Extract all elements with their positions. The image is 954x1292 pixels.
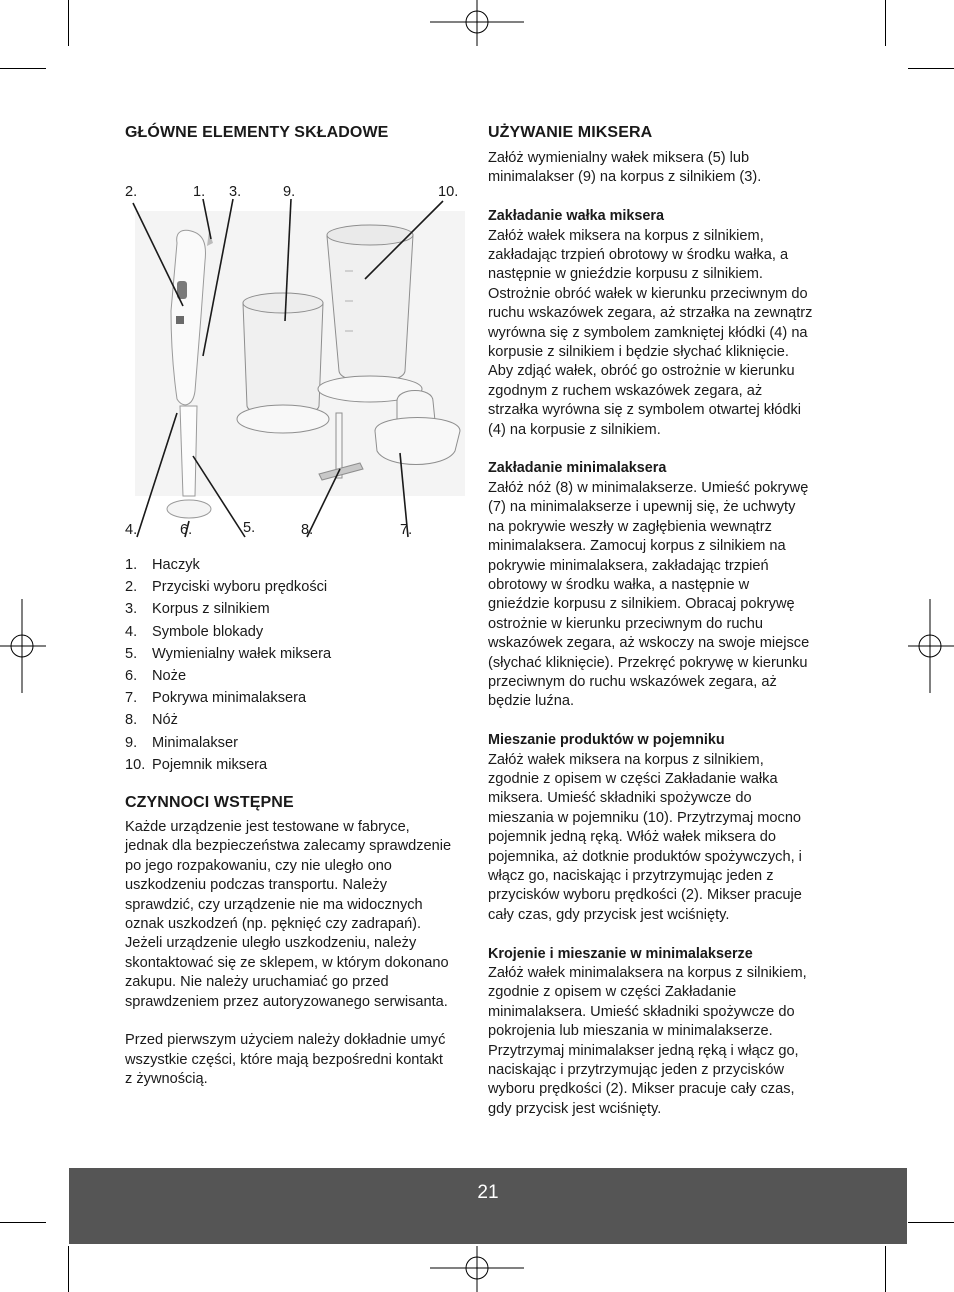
paragraph: Załóż wałek miksera na korpus z silnikiem, zgodnie z opisem w części Zakładanie wałka miksera. Umieść składniki spożywcze do mieszania w pojemniku (10). Przytrzymaj mocno pojemnik jedną ręką. Włóż wałek miksera do pojemnika, aż dotknie produktów spożywczych, i włącz go, naciskając i przytrzymując jeden z przycisków wyboru prędkości (2). Mikser pracuje cały czas, gdy przycisk jest wciśnięty. [488, 751, 802, 923]
figure-label: 8. [301, 522, 314, 538]
figure-label: 1. [193, 184, 206, 200]
parts-list [125, 554, 470, 776]
figure-label: 7. [400, 522, 413, 538]
list-item: 2. Przyciski wyboru prędkości [125, 579, 328, 596]
crop-mark [885, 1246, 886, 1292]
preliminary-paragraph: Każde urządzenie jest testowane w fabryce, jednak dla bezpieczeństwa zalecamy sprawdzenie po jego rozpakowaniu, czy nie uległo ono uszkodzeniu podczas transportu. Należy sprawdzić, czy urządzenie nie ma widocznych oznak uszkodzeń (np. pęknięć czy zadrapań). Jeżeli urządzenie uległo uszkodzeniu, należy skontaktować się ze sklepem, w którym dokonano zakupu. Nie należy uruchamiać go przed sprawdzeniem przez autoryzowanego serwisanta. [125, 818, 452, 1010]
left-column [125, 123, 470, 1090]
right-column [488, 123, 833, 1119]
registration-mark-left [0, 599, 46, 693]
figure-label: 10. [438, 184, 459, 200]
paragraph: Załóż nóż (8) w minimalakserze. Umieść pokrywę (7) na minimalakserze i upewnij się, że uchwyty na pokrywie weszły w zagłębienia wewnątrz minimalaksera. Zamocuj korpus z silnikiem na pokrywie minimalaksera, zakładając trzpień obrotowy w środku wałka, a następnie w gnieździe korpusu z silnikiem. Obracaj pokrywę ostrożnie w kierunku przeciwnym do ruchu wskazówek zegara, aż wskoczy na swoje miejsce (słychać kliknięcie). Przekręć pokrywę w kierunku przeciwnym do ruchu wskazówek zegara, aż będzie luźna. [488, 479, 810, 710]
preliminary-paragraph-2: Przed pierwszym użyciem należy dokładnie umyć wszystkie części, które mają bezpośredni kontakt z żywnością. [125, 1032, 446, 1088]
page-number: 21 [477, 1182, 499, 1203]
subsection-title: Zakładanie minimalaksera [488, 460, 667, 477]
figure-label: 9. [283, 184, 296, 200]
list-item: 5. Wymienialny wałek miksera [125, 645, 332, 662]
section-title-using-blender: UŻYWANIE MIKSERA [488, 124, 653, 141]
paragraph: Załóż wałek minimalaksera na korpus z silnikiem, zgodnie z opisem w części Zakładanie minimalaksera. Umieść składniki spożywcze do pokrojenia lub mieszania w minimalakserze. Przytrzymaj minimalakser jedną ręką i włącz go, naciskając i przytrzymując jeden z przycisków wyboru prędkości (2). Mikser pracuje cały czas, gdy przycisk jest wciśnięty. [488, 965, 807, 1117]
list-item: 8. Nóż [125, 712, 178, 729]
crop-mark [0, 1222, 46, 1223]
figure-label: 3. [229, 184, 242, 200]
footer-band [69, 1168, 907, 1244]
section-title-preliminary: CZYNNOCI WSTĘPNE [125, 793, 294, 811]
crop-mark [0, 68, 46, 69]
section-title-main-components: GŁÓWNE ELEMENTY SKŁADOWE [125, 124, 389, 141]
list-item: 3. Korpus z silnikiem [125, 601, 270, 618]
crop-mark [68, 0, 69, 46]
subsection-title: Krojenie i mieszanie w minimalakserze [488, 945, 753, 962]
subsection-title: Zakładanie wałka miksera [488, 208, 664, 225]
figure-label: 6. [180, 522, 193, 538]
registration-mark-top [430, 0, 524, 46]
list-item: 10. Pojemnik miksera [125, 756, 268, 773]
figure-label: 4. [125, 522, 138, 538]
list-item: 6. Noże [125, 667, 187, 684]
crop-mark [68, 1246, 69, 1292]
crop-mark [885, 0, 886, 46]
subsection-title: Mieszanie produktów w pojemniku [488, 732, 725, 749]
paragraph: Załóż wałek miksera na korpus z silnikiem, zakładając trzpień obrotowy w środku wałka, a następnie w gnieździe korpusu z silnikiem. Ostrożnie obróć wałek w kierunku przeciwnym do ruchu wskazówek zegara, aż strzałka na zewnątrz wyrówna się z symbolem zamkniętej kłódki (4) na korpusie z silnikiem i będzie słychać kliknięcie. Aby zdjąć wałek, obróć go ostrożnie w kierunku zgodnym z ruchem wskazówek zegara, aż strzałka wyrówna się z symbolem otwartej kłódki (4) na korpusie z silnikiem. [488, 227, 813, 438]
list-item: 4. Symbole blokady [125, 623, 264, 640]
figure-label: 2. [125, 184, 138, 200]
registration-mark-bottom [430, 1246, 524, 1292]
list-item: 9. Minimalakser [125, 734, 238, 751]
list-item: 1. Haczyk [125, 557, 200, 573]
blender-illustration [125, 151, 470, 546]
figure-label: 5. [243, 520, 256, 536]
registration-mark-right [908, 599, 954, 693]
product-figure [125, 151, 470, 546]
crop-mark [908, 68, 954, 69]
intro-paragraph: Załóż wymienialny wałek miksera (5) lub minimalakser (9) na korpus z silnikiem (3). [488, 150, 762, 186]
list-item: 7. Pokrywa minimalaksera [125, 690, 307, 707]
crop-mark [908, 1222, 954, 1223]
